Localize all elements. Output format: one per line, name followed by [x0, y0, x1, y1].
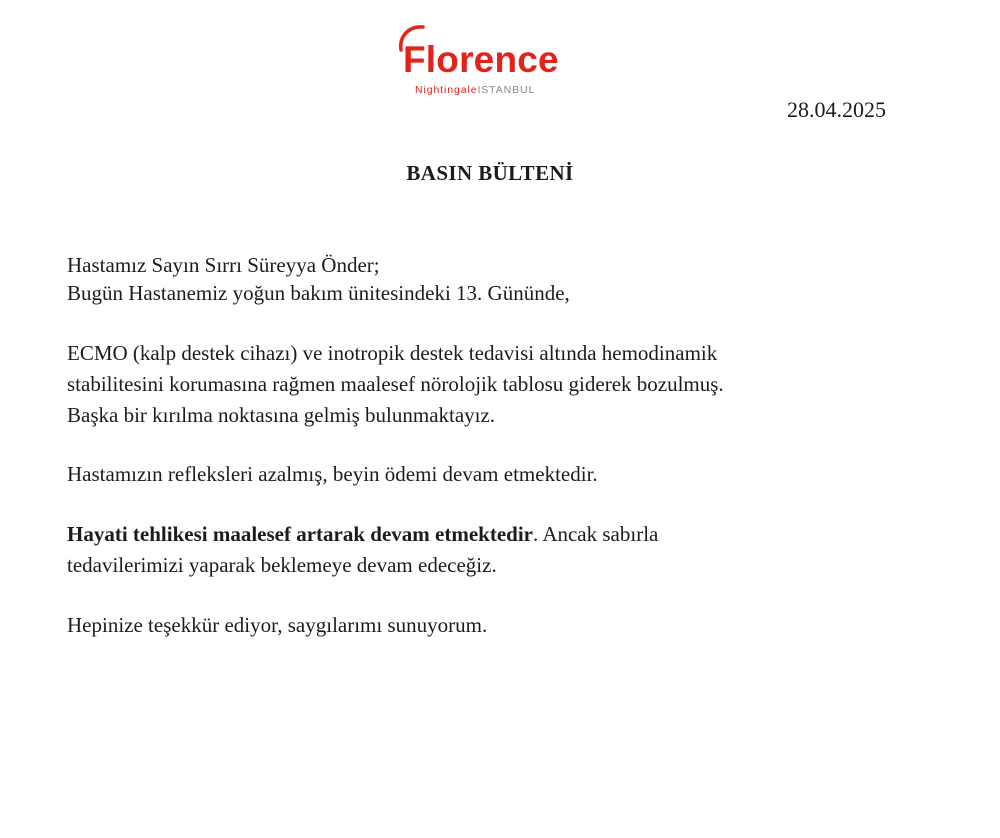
paragraph3-line-1-rest: . Ancak sabırla — [532, 522, 659, 546]
document-date: 28.04.2025 — [787, 97, 886, 122]
logo-tagline-nightingale: Nightingale — [415, 84, 478, 96]
logo-tagline-istanbul: ISTANBUL — [477, 84, 536, 96]
hospital-logo — [395, 18, 590, 96]
paragraph3-line-2: tedavilerimizi yaparak beklemeye devam edeceğiz. — [67, 553, 497, 577]
document-title: BASIN BÜLTENİ — [406, 161, 574, 185]
paragraph1-line-3: Başka bir kırılma noktasına gelmiş bulunmaktayız. — [67, 403, 496, 427]
paragraph3-line-1 — [67, 522, 658, 547]
closing-line: Hepinize teşekkür ediyor, saygılarımı sunuyorum. — [67, 613, 488, 637]
greeting-line-1: Hastamız Sayın Sırrı Süreyya Önder; — [67, 253, 380, 277]
paragraph1-line-2: stabilitesini korumasına rağmen maalesef nörolojik tablosu giderek bozulmuş. — [67, 372, 724, 396]
paragraph2: Hastamızın refleksleri azalmış, beyin ödemi devam etmektedir. — [67, 462, 598, 486]
logo-wordmark: Florence — [403, 39, 559, 80]
paragraph3-bold-text: Hayati tehlikesi maalesef artarak devam etmektedir — [67, 522, 533, 546]
logo-tagline — [415, 84, 535, 96]
paragraph1-line-1: ECMO (kalp destek cihazı) ve inotropik destek tedavisi altında hemodinamik — [67, 341, 718, 365]
greeting-line-2: Bugün Hastanemiz yoğun bakım ünitesindeki 13. Gününde, — [67, 281, 570, 305]
